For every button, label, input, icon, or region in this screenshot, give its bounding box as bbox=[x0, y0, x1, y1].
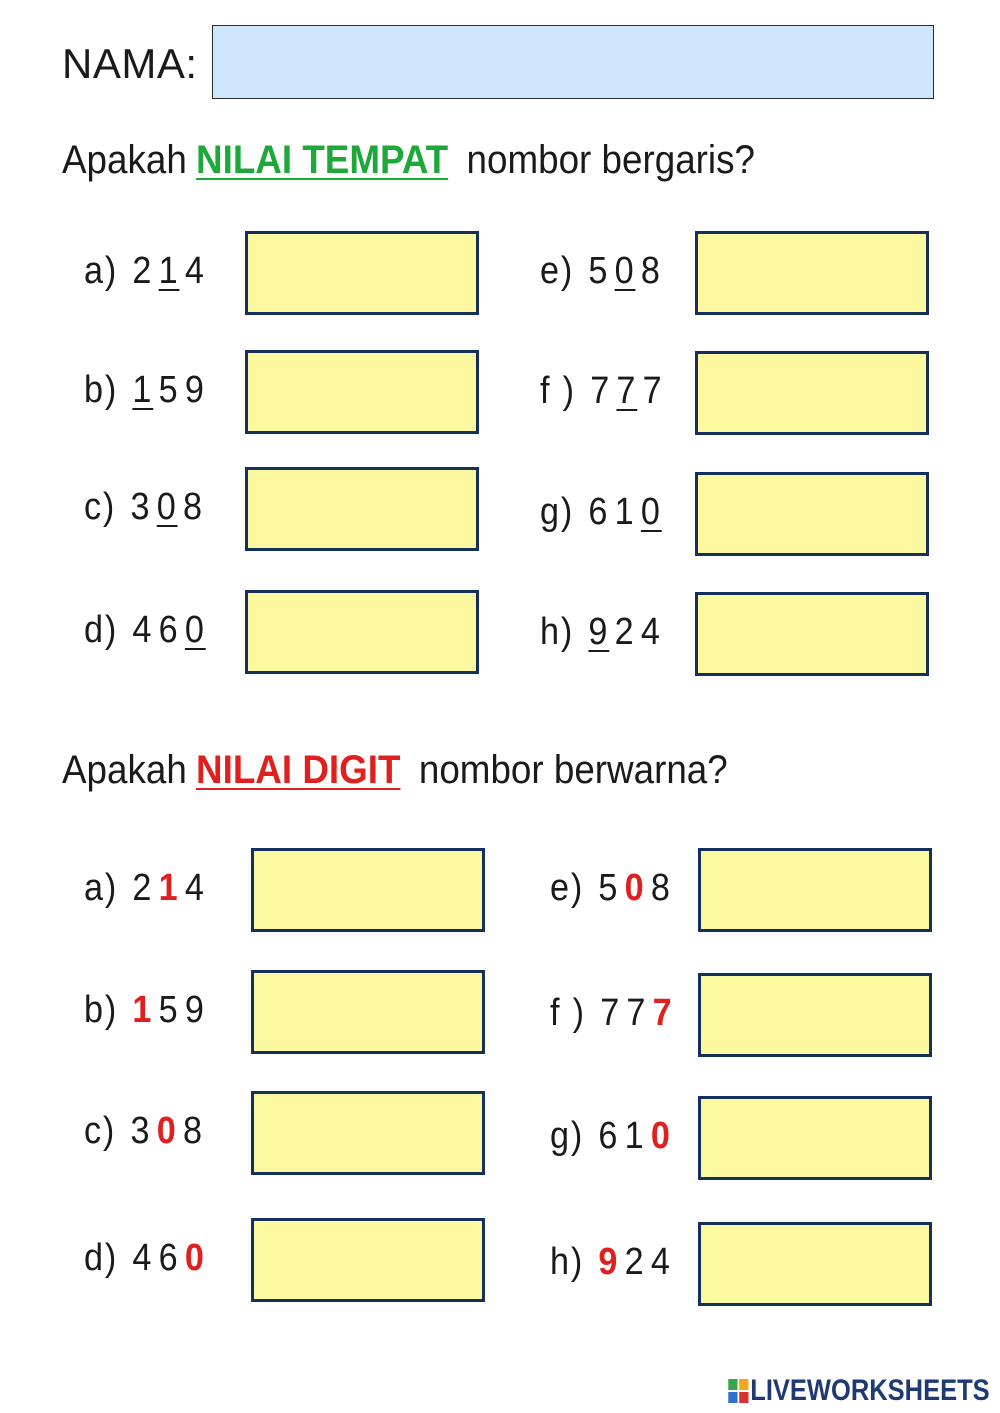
answer-box[interactable] bbox=[695, 231, 929, 315]
digit: 4 bbox=[640, 611, 662, 653]
answer-box[interactable] bbox=[251, 1091, 485, 1175]
underlined-digit: 7 bbox=[616, 370, 638, 412]
question-letter: e) bbox=[540, 250, 575, 292]
question-label bbox=[550, 992, 679, 1035]
answer-box[interactable] bbox=[245, 350, 479, 434]
digit: 9 bbox=[184, 369, 206, 411]
colored-digit: 1 bbox=[132, 989, 154, 1031]
answer-box[interactable] bbox=[245, 231, 479, 315]
question-letter: f ) bbox=[550, 992, 586, 1034]
heading-suffix: nombor berwarna? bbox=[418, 748, 728, 792]
answer-box[interactable] bbox=[698, 1096, 932, 1180]
answer-box[interactable] bbox=[695, 351, 929, 435]
answer-box[interactable] bbox=[698, 1222, 932, 1306]
question-letter: e) bbox=[550, 867, 585, 909]
digit: 3 bbox=[130, 1110, 152, 1152]
question-letter: h) bbox=[540, 611, 575, 653]
answer-box[interactable] bbox=[251, 1218, 485, 1302]
colored-digit: 1 bbox=[158, 867, 180, 909]
question-letter: b) bbox=[84, 989, 119, 1031]
question-label bbox=[540, 491, 667, 534]
digit: 9 bbox=[184, 989, 206, 1031]
digit: 5 bbox=[588, 250, 610, 292]
heading-prefix: Apakah bbox=[62, 748, 187, 792]
answer-box[interactable] bbox=[695, 472, 929, 556]
digit: 2 bbox=[614, 611, 636, 653]
question-letter: b) bbox=[84, 369, 119, 411]
digit: 6 bbox=[588, 491, 610, 533]
heading-prefix: Apakah bbox=[62, 138, 187, 182]
question-label bbox=[84, 250, 211, 293]
digit: 8 bbox=[650, 867, 672, 909]
digit: 4 bbox=[184, 867, 206, 909]
question-label bbox=[550, 1241, 677, 1284]
underlined-digit: 9 bbox=[588, 611, 610, 653]
question-label bbox=[84, 486, 209, 529]
digit: 7 bbox=[590, 370, 612, 412]
digit: 2 bbox=[132, 867, 154, 909]
heading-keyword: NILAI DIGIT bbox=[196, 748, 401, 792]
colored-digit: 0 bbox=[624, 867, 646, 909]
name-label: NAMA: bbox=[62, 40, 198, 87]
underlined-digit: 0 bbox=[184, 609, 206, 651]
question-label bbox=[84, 369, 211, 412]
answer-box[interactable] bbox=[698, 848, 932, 932]
colored-digit: 0 bbox=[156, 1110, 178, 1152]
digit: 4 bbox=[132, 609, 154, 651]
question-letter: c) bbox=[84, 1110, 117, 1152]
digit: 6 bbox=[598, 1115, 620, 1157]
underlined-digit: 1 bbox=[158, 250, 180, 292]
answer-box[interactable] bbox=[251, 848, 485, 932]
digit: 3 bbox=[130, 486, 152, 528]
question-label bbox=[540, 370, 669, 413]
name-field[interactable] bbox=[212, 25, 934, 99]
colored-digit: 0 bbox=[650, 1115, 672, 1157]
digit: 8 bbox=[640, 250, 662, 292]
question-label bbox=[540, 611, 667, 654]
digit: 2 bbox=[132, 250, 154, 292]
digit: 4 bbox=[650, 1241, 672, 1283]
digit: 6 bbox=[158, 609, 180, 651]
colored-digit: 9 bbox=[598, 1241, 620, 1283]
digit: 1 bbox=[614, 491, 636, 533]
digit: 7 bbox=[600, 992, 622, 1034]
digit: 1 bbox=[624, 1115, 646, 1157]
question-label bbox=[84, 989, 211, 1032]
digit: 7 bbox=[626, 992, 648, 1034]
digit: 6 bbox=[158, 1237, 180, 1279]
colored-digit: 0 bbox=[184, 1237, 206, 1279]
question-letter: c) bbox=[84, 486, 117, 528]
question-letter: f ) bbox=[540, 370, 576, 412]
question-label bbox=[84, 1237, 211, 1280]
brand-text: LIVEWORKSHEETS bbox=[750, 1374, 990, 1407]
underlined-digit: 0 bbox=[156, 486, 178, 528]
question-letter: g) bbox=[540, 491, 575, 533]
question-letter: h) bbox=[550, 1241, 585, 1283]
question-letter: a) bbox=[84, 250, 119, 292]
answer-box[interactable] bbox=[245, 467, 479, 551]
question-label bbox=[540, 250, 667, 293]
answer-box[interactable] bbox=[251, 970, 485, 1054]
digit: 5 bbox=[598, 867, 620, 909]
question-label bbox=[550, 867, 677, 910]
digit: 5 bbox=[158, 369, 180, 411]
digit: 5 bbox=[158, 989, 180, 1031]
question-letter: g) bbox=[550, 1115, 585, 1157]
underlined-digit: 0 bbox=[614, 250, 636, 292]
underlined-digit: 0 bbox=[640, 491, 662, 533]
digit: 4 bbox=[132, 1237, 154, 1279]
digit: 4 bbox=[184, 250, 206, 292]
liveworksheets-brand bbox=[728, 1374, 990, 1408]
digit: 7 bbox=[642, 370, 664, 412]
heading-keyword: NILAI TEMPAT bbox=[196, 138, 449, 182]
question-label bbox=[84, 609, 211, 652]
liveworksheets-logo-icon bbox=[728, 1379, 748, 1403]
digit: 2 bbox=[624, 1241, 646, 1283]
answer-box[interactable] bbox=[698, 973, 932, 1057]
question-label bbox=[84, 1110, 209, 1153]
answer-box[interactable] bbox=[245, 590, 479, 674]
heading-suffix: nombor bergaris? bbox=[466, 138, 755, 182]
question-heading-1 bbox=[62, 138, 755, 183]
question-heading-2 bbox=[62, 748, 728, 793]
underlined-digit: 1 bbox=[132, 369, 154, 411]
question-label bbox=[84, 867, 211, 910]
question-label bbox=[550, 1115, 677, 1158]
question-letter: d) bbox=[84, 609, 119, 651]
digit: 8 bbox=[182, 486, 204, 528]
digit: 8 bbox=[182, 1110, 204, 1152]
colored-digit: 7 bbox=[652, 992, 674, 1034]
question-letter: a) bbox=[84, 867, 119, 909]
question-letter: d) bbox=[84, 1237, 119, 1279]
answer-box[interactable] bbox=[695, 592, 929, 676]
